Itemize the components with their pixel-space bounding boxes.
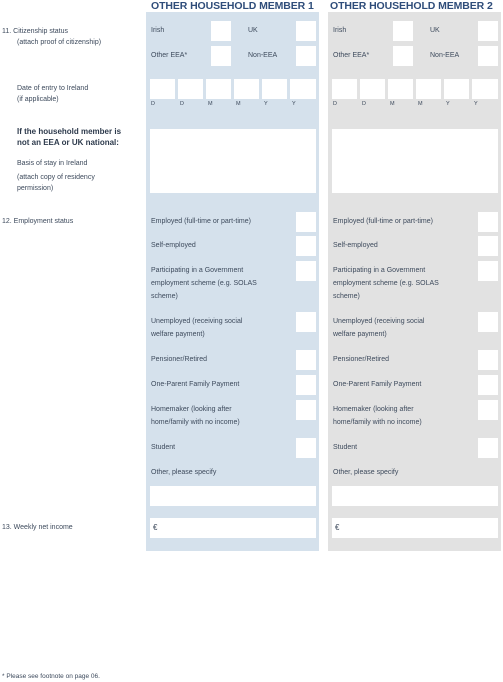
m2-date-char-y2: Y	[474, 101, 478, 107]
m2-govt-scheme-checkbox[interactable]	[478, 261, 498, 281]
m2-unemployed-label-2: welfare payment)	[333, 331, 387, 338]
m1-non-eea-label: Non-EEA	[248, 52, 278, 59]
m1-one-parent-checkbox[interactable]	[296, 375, 316, 395]
m1-govt-scheme-label-2: employment scheme (e.g. SOLAS	[151, 280, 257, 287]
m2-date-char-d1: D	[333, 101, 337, 107]
m1-student-label: Student	[151, 444, 176, 451]
m1-basis-of-stay-field[interactable]	[150, 129, 316, 193]
m1-date-y2[interactable]	[290, 79, 316, 99]
basis-of-stay-label-3: permission)	[17, 185, 54, 192]
date-entry-label: Date of entry to Ireland	[17, 85, 89, 92]
m2-other-eea-checkbox[interactable]	[393, 46, 413, 66]
m1-date-y1[interactable]	[262, 79, 287, 99]
m2-date-char-y1: Y	[446, 101, 450, 107]
m1-other-specify-field[interactable]	[150, 486, 316, 506]
m1-unemployed-label-1: Unemployed (receiving social	[151, 318, 243, 325]
m2-govt-scheme-label-1: Participating in a Government	[333, 267, 426, 274]
m2-date-m1[interactable]	[388, 79, 413, 99]
m2-basis-of-stay-field[interactable]	[332, 129, 498, 193]
m2-other-label: Other, please specify	[333, 469, 399, 476]
member2-header: OTHER HOUSEHOLD MEMBER 2	[330, 0, 493, 12]
m1-employed-label: Employed (full-time or part-time)	[151, 218, 251, 225]
m2-homemaker-label-1: Homemaker (looking after	[333, 406, 414, 413]
m1-govt-scheme-label-3: scheme)	[151, 293, 178, 300]
employment-status-label: 12. Employment status	[2, 218, 74, 225]
basis-of-stay-label-1: Basis of stay in Ireland	[17, 160, 88, 167]
m1-govt-scheme-label-1: Participating in a Government	[151, 267, 244, 274]
m1-other-eea-checkbox[interactable]	[211, 46, 231, 66]
m1-date-m2[interactable]	[234, 79, 259, 99]
m2-date-y1[interactable]	[444, 79, 469, 99]
m1-date-char-y1: Y	[264, 101, 268, 107]
citizenship-sublabel: (attach proof of citizenship)	[17, 39, 102, 46]
m2-other-specify-field[interactable]	[332, 486, 498, 506]
m2-self-employed-checkbox[interactable]	[478, 236, 498, 256]
m1-date-char-d1: D	[151, 101, 155, 107]
m1-date-char-y2: Y	[292, 101, 296, 107]
m2-homemaker-checkbox[interactable]	[478, 400, 498, 420]
m2-govt-scheme-label-3: scheme)	[333, 293, 360, 300]
m2-unemployed-label-1: Unemployed (receiving social	[333, 318, 425, 325]
m1-date-m1[interactable]	[206, 79, 231, 99]
m2-irish-label: Irish	[333, 27, 347, 34]
m1-unemployed-label-2: welfare payment)	[151, 331, 205, 338]
citizenship-label: 11. Citizenship status	[2, 28, 69, 35]
member1-header: OTHER HOUSEHOLD MEMBER 1	[151, 0, 314, 12]
m1-date-d2[interactable]	[178, 79, 203, 99]
m1-date-char-d2: D	[180, 101, 184, 107]
m2-homemaker-label-2: home/family with no income)	[333, 419, 422, 426]
m2-pensioner-label: Pensioner/Retired	[333, 356, 390, 363]
m2-weekly-income-field[interactable]	[332, 518, 498, 538]
m2-employed-label: Employed (full-time or part-time)	[333, 218, 433, 225]
m1-non-eea-checkbox[interactable]	[296, 46, 316, 66]
date-entry-sublabel: (if applicable)	[17, 96, 59, 103]
m2-one-parent-label: One-Parent Family Payment	[333, 381, 422, 388]
m2-date-char-m1: M	[390, 101, 395, 107]
m1-irish-checkbox[interactable]	[211, 21, 231, 41]
m1-other-eea-label: Other EEA*	[151, 52, 188, 59]
m1-irish-label: Irish	[151, 27, 165, 34]
m1-pensioner-checkbox[interactable]	[296, 350, 316, 370]
m2-date-char-d2: D	[362, 101, 366, 107]
m2-unemployed-checkbox[interactable]	[478, 312, 498, 332]
non-eea-heading-2: not an EEA or UK national:	[17, 138, 119, 147]
m2-date-y2[interactable]	[472, 79, 498, 99]
m2-student-checkbox[interactable]	[478, 438, 498, 458]
m2-uk-checkbox[interactable]	[478, 21, 498, 41]
m1-one-parent-label: One-Parent Family Payment	[151, 381, 240, 388]
weekly-income-label: 13. Weekly net income	[2, 524, 73, 531]
m2-date-char-m2: M	[418, 101, 423, 107]
m2-non-eea-checkbox[interactable]	[478, 46, 498, 66]
m2-date-d2[interactable]	[360, 79, 385, 99]
m2-pensioner-checkbox[interactable]	[478, 350, 498, 370]
m1-unemployed-checkbox[interactable]	[296, 312, 316, 332]
m1-weekly-income-field[interactable]	[150, 518, 316, 538]
m1-pensioner-label: Pensioner/Retired	[151, 356, 208, 363]
m1-homemaker-label-1: Homemaker (looking after	[151, 406, 232, 413]
m1-self-employed-checkbox[interactable]	[296, 236, 316, 256]
m1-self-employed-label: Self-employed	[151, 242, 196, 249]
m1-uk-label: UK	[248, 27, 258, 34]
m1-other-label: Other, please specify	[151, 469, 217, 476]
basis-of-stay-label-2: (attach copy of residency	[17, 174, 95, 181]
m1-date-char-m1: M	[208, 101, 213, 107]
m1-homemaker-label-2: home/family with no income)	[151, 419, 240, 426]
m1-homemaker-checkbox[interactable]	[296, 400, 316, 420]
m2-employed-checkbox[interactable]	[478, 212, 498, 232]
m2-date-d1[interactable]	[332, 79, 357, 99]
m1-uk-checkbox[interactable]	[296, 21, 316, 41]
m2-irish-checkbox[interactable]	[393, 21, 413, 41]
m2-govt-scheme-label-2: employment scheme (e.g. SOLAS	[333, 280, 439, 287]
m2-self-employed-label: Self-employed	[333, 242, 378, 249]
footnote: * Please see footnote on page 06.	[2, 673, 100, 680]
m1-date-char-m2: M	[236, 101, 241, 107]
m1-govt-scheme-checkbox[interactable]	[296, 261, 316, 281]
m2-date-m2[interactable]	[416, 79, 441, 99]
m1-date-d1[interactable]	[150, 79, 175, 99]
m2-student-label: Student	[333, 444, 358, 451]
m2-uk-label: UK	[430, 27, 440, 34]
m2-one-parent-checkbox[interactable]	[478, 375, 498, 395]
m1-student-checkbox[interactable]	[296, 438, 316, 458]
non-eea-heading-1: If the household member is	[17, 127, 122, 136]
m2-non-eea-label: Non-EEA	[430, 52, 460, 59]
m2-other-eea-label: Other EEA*	[333, 52, 370, 59]
m2-euro-symbol: €	[335, 523, 340, 532]
m1-euro-symbol: €	[153, 523, 158, 532]
m1-employed-checkbox[interactable]	[296, 212, 316, 232]
